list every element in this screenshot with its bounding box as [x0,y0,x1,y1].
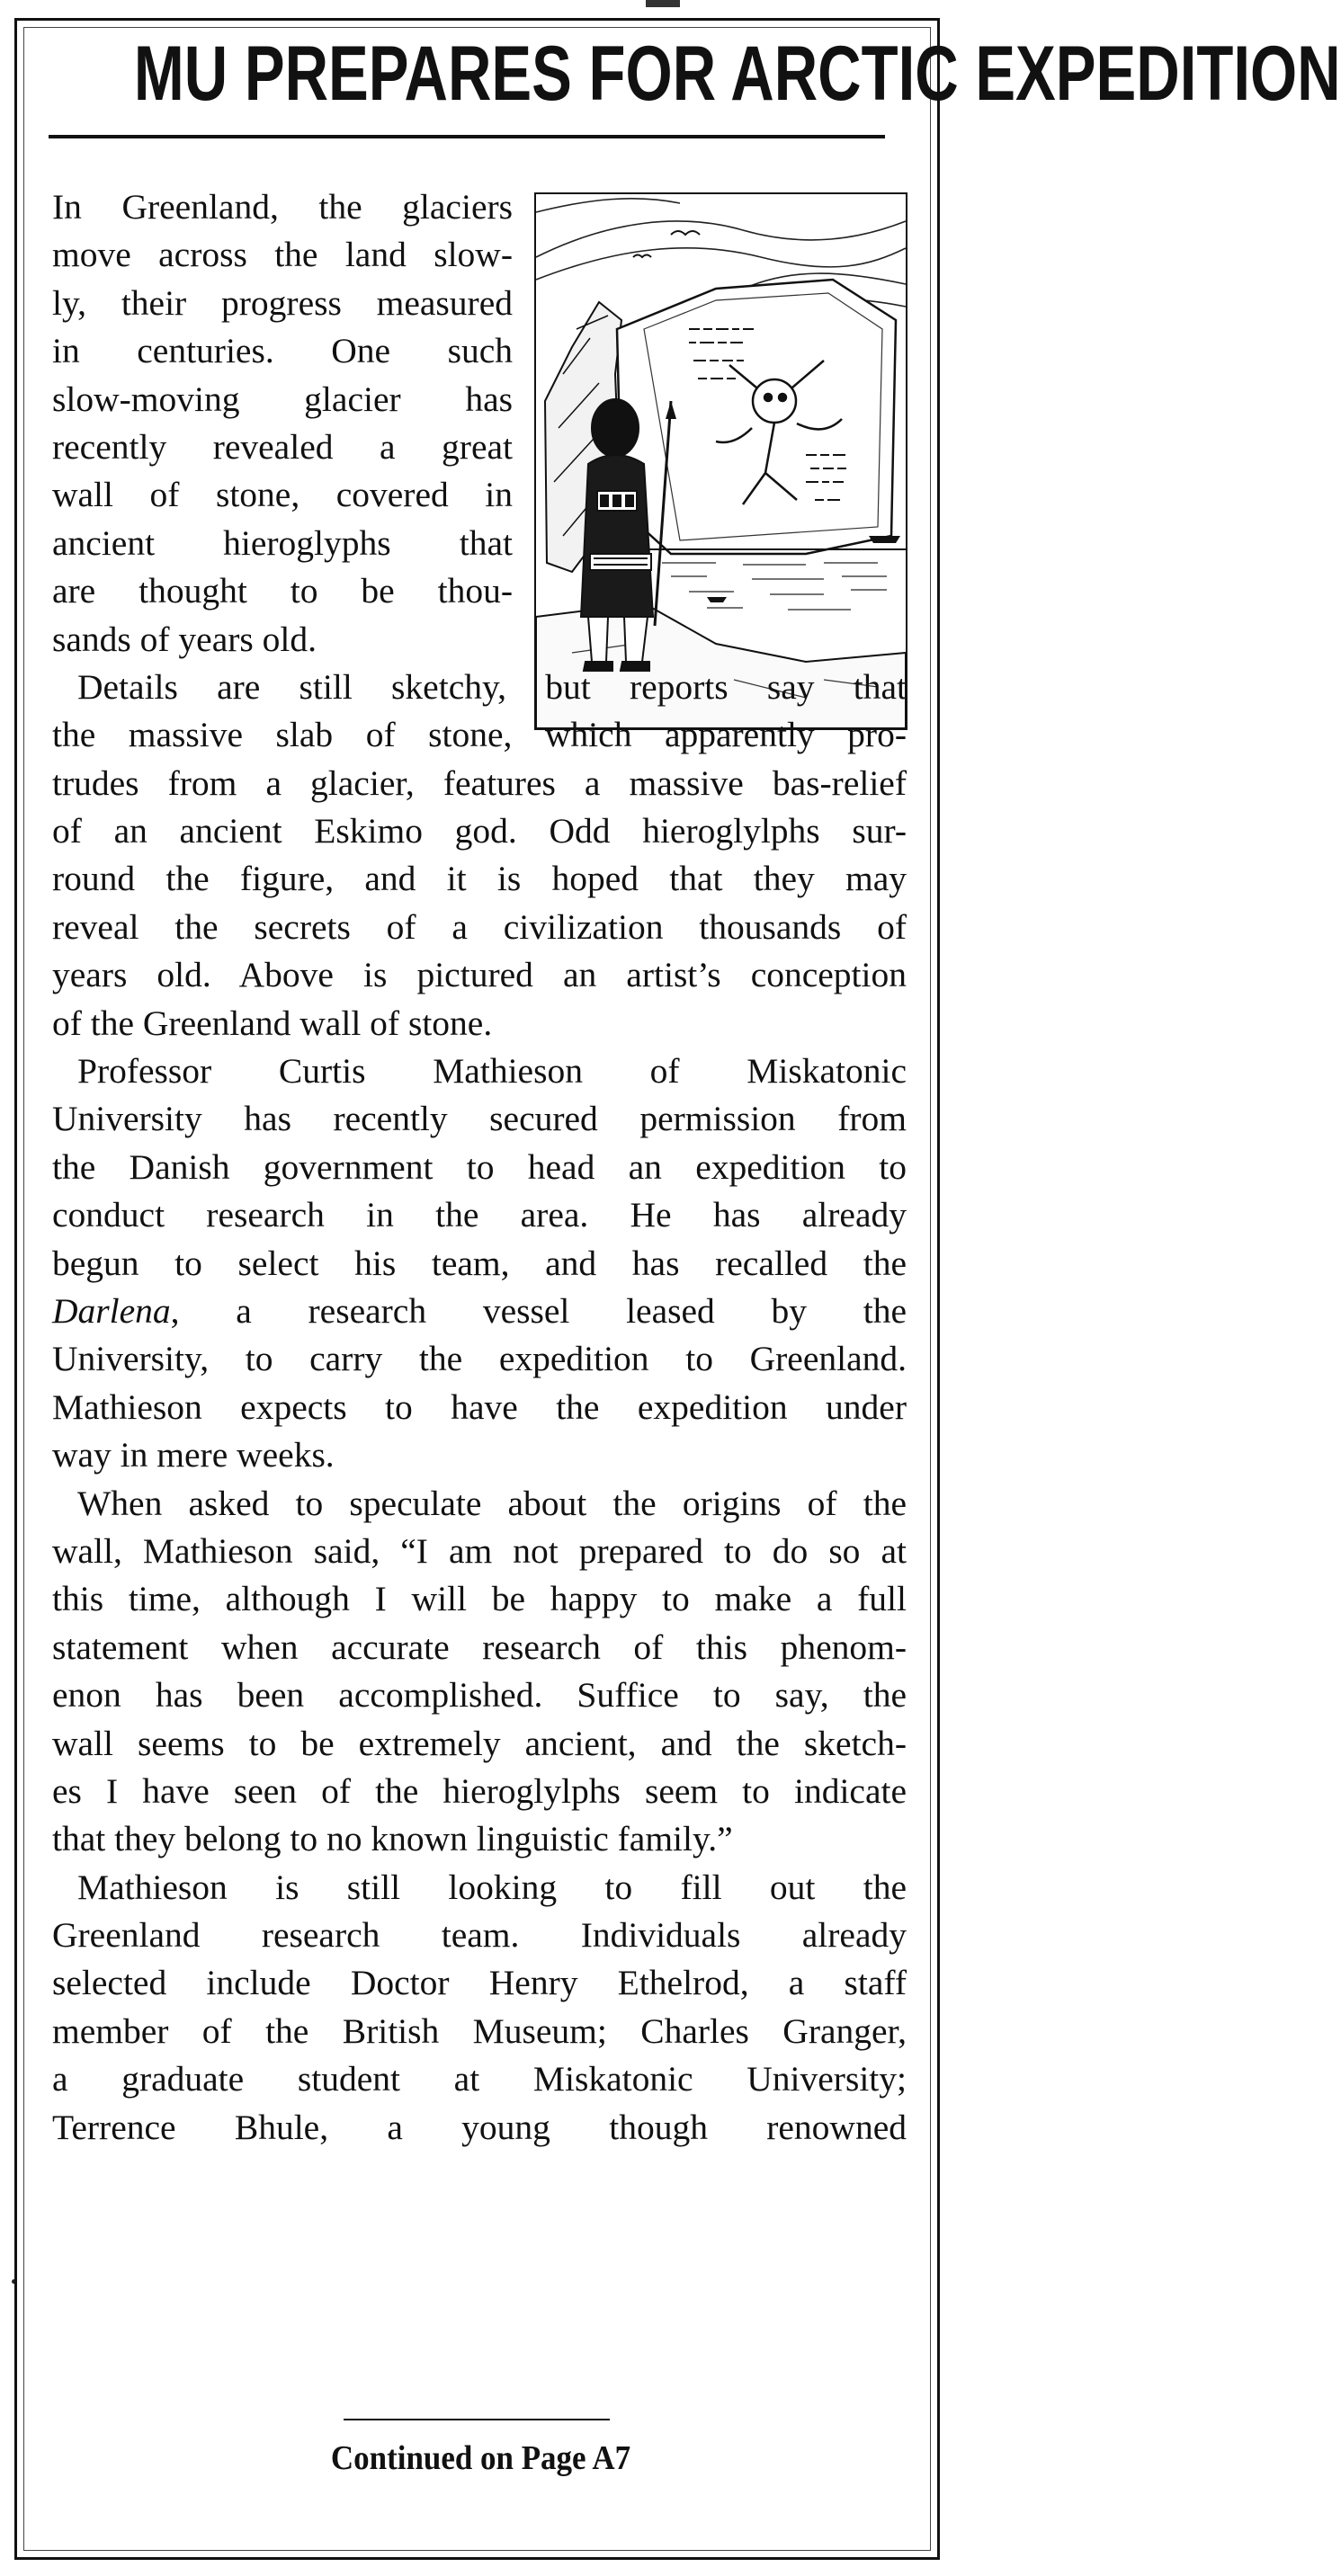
article-line: recently revealed a great [52,426,513,467]
article-line: enon has been accomplished. Suffice to say, the [52,1675,907,1716]
article-line: trudes from a glacier, features a massive bas-relief [52,762,907,803]
article-line: years old. Above is pictured an artist’s conception [52,955,907,995]
article-line: Greenland research team. Individuals already [52,1915,907,1956]
article-line: way in mere weeks. [52,1435,335,1475]
article-line: of the Greenland wall of stone. [52,1003,493,1043]
article-line: In Greenland, the glaciers [52,187,513,227]
article-line: conduct research in the area. He has already [52,1195,907,1235]
article-line: a graduate student at Miskatonic University; [52,2059,907,2099]
article-line: slow-moving glacier has [52,379,513,419]
article-line: ly, their progress measured [52,282,513,323]
continued-rule [344,2419,610,2420]
headline-rule [49,135,885,138]
headline: MU PREPARES FOR ARCTIC EXPEDITION [133,31,1341,117]
article-line: Terrence Bhule, a young though renowned [52,2107,907,2147]
article-line: wall seems to be extremely ancient, and the sketch- [52,1723,907,1763]
article-line: reveal the secrets of a civilization thousands of [52,906,907,947]
article-line: member of the British Museum; Charles Granger, [52,2010,907,2051]
article-line: Mathieson is still looking to fill out the [77,1867,907,1907]
article-line: University, to carry the expedition to Greenland. [52,1339,907,1379]
vessel-name: Darlena [52,1290,171,1331]
article-line: selected include Doctor Henry Ethelrod, a staff [52,1963,907,2003]
article-line: begun to select his team, and has recalled the [52,1243,907,1283]
article-line: of an ancient Eskimo god. Odd hieroglylphs sur- [52,811,907,851]
article-line: round the figure, and it is hoped that they may [52,859,907,899]
article-body [52,183,907,2152]
top-edge-mark [646,0,680,7]
article-line: in centuries. One such [52,331,513,371]
article-line: wall, Mathieson said, “I am not prepared to do so at [52,1530,907,1571]
article-line: statement when accurate research of this phenom- [52,1627,907,1667]
article-line: are thought to be thou- [52,571,513,611]
article-line: University has recently secured permission from [52,1099,907,1139]
article-line: es I have seen of the hieroglylphs seem to indicate [52,1770,907,1811]
article-line: Details are still sketchy, but reports say that [77,666,907,707]
article-line: the Danish government to head an expedition to [52,1146,907,1187]
article-line: ancient hieroglyphs that [52,522,513,563]
article-line: move across the land slow- [52,235,513,275]
article-line: the massive slab of stone, which apparently pro- [52,715,907,755]
article-line-darlena: Darlena, a research vessel leased by the [52,1290,907,1331]
article-line: When asked to speculate about the origins of the [77,1483,907,1523]
article-line: that they belong to no known linguistic family.” [52,1819,733,1859]
article-line: Professor Curtis Mathieson of Miskatonic [77,1051,907,1092]
article-line: wall of stone, covered in [52,475,513,515]
article-line: this time, although I will be happy to make a full [52,1579,907,1619]
article-line: Mathieson expects to have the expedition under [52,1386,907,1427]
continued-link[interactable]: Continued on Page A7 [330,2439,631,2477]
article-line: sands of years old. [52,619,317,659]
